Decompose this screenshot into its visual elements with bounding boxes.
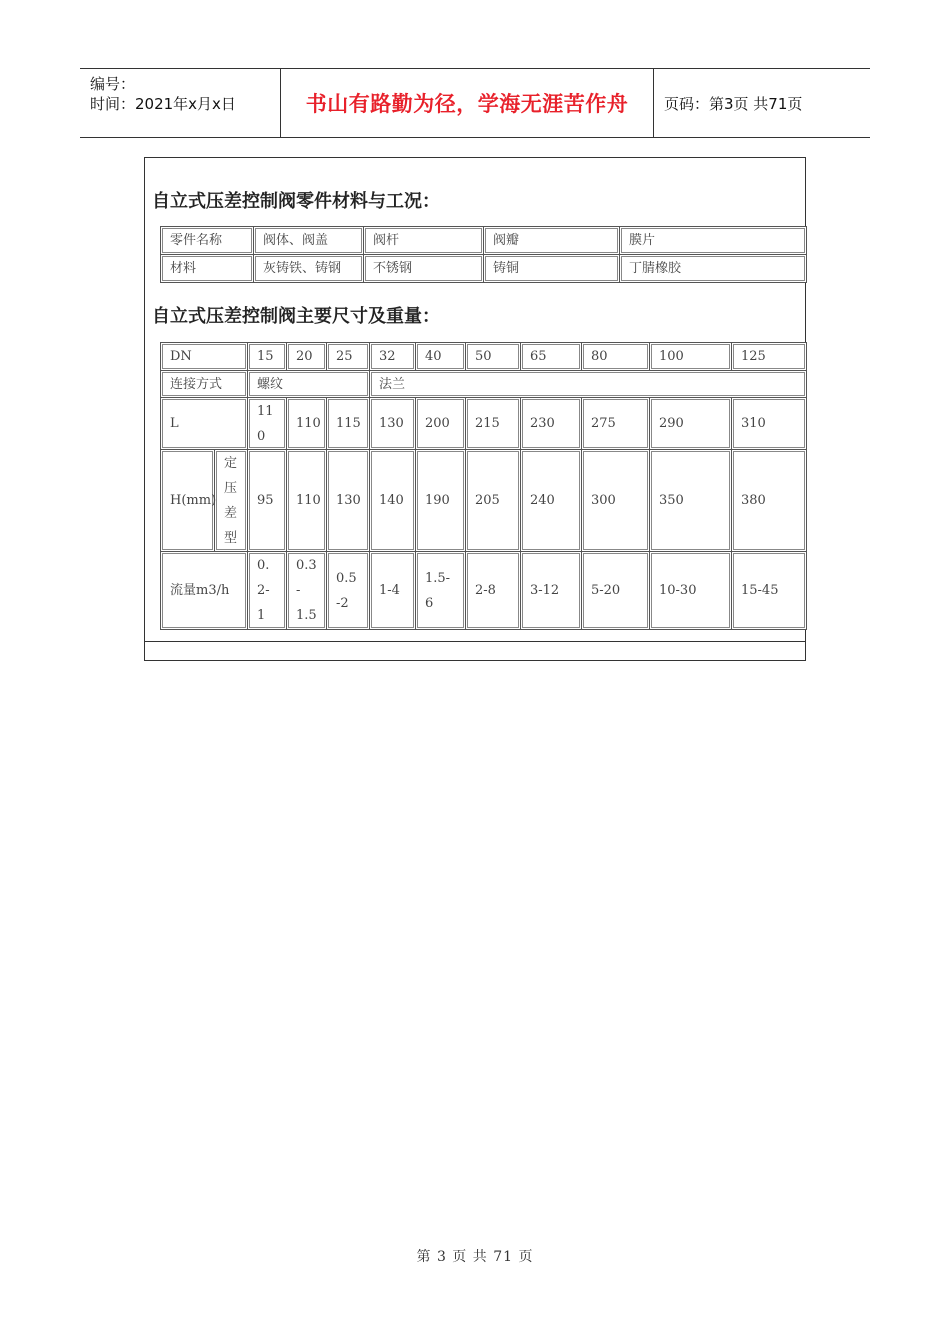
flow-value	[327, 552, 370, 630]
flow-value: 15-45	[732, 552, 807, 630]
flow-value	[248, 552, 287, 630]
document-number-label: 编号：	[90, 75, 136, 93]
header-motto-cell	[281, 69, 654, 137]
flow-value-line: -	[296, 583, 301, 598]
table-row	[161, 371, 807, 398]
header-meta	[80, 69, 281, 137]
h-value: 240	[521, 450, 582, 552]
h-label: H(mm)	[161, 450, 215, 552]
l-value: 275	[582, 398, 650, 450]
l-value: 200	[416, 398, 466, 450]
flow-value: 2-8	[466, 552, 521, 630]
h-value: 140	[370, 450, 416, 552]
h-value: 110	[287, 450, 327, 552]
table-cell: 材料	[161, 255, 254, 283]
l-value-line: 11	[257, 403, 274, 419]
l-value	[248, 398, 287, 450]
dn-value: 80	[582, 343, 650, 371]
dn-value: 40	[416, 343, 466, 371]
flow-value-line: 0.3	[296, 558, 317, 573]
table-cell: 丁腈橡胶	[620, 255, 807, 283]
table-cell: 阀杆	[364, 227, 484, 255]
flow-value: 5-20	[582, 552, 650, 630]
header-motto: 书山有路勤为径，学海无涯苦作舟	[305, 92, 629, 116]
flow-value: 10-30	[650, 552, 732, 630]
header-page-info: 页码：第3页 共71页	[664, 94, 803, 113]
l-value: 130	[370, 398, 416, 450]
l-value: 310	[732, 398, 807, 450]
dn-value: 100	[650, 343, 732, 371]
dn-value: 25	[327, 343, 370, 371]
table-row	[161, 552, 807, 630]
l-value: 110	[287, 398, 327, 450]
l-value: 215	[466, 398, 521, 450]
l-value: 115	[327, 398, 370, 450]
content-frame	[144, 157, 806, 661]
connection-flange: 法兰	[370, 371, 807, 398]
flow-value-line: 1	[257, 608, 266, 623]
flow-value-line: 6	[425, 595, 434, 611]
dn-label: DN	[161, 343, 248, 371]
dn-value: 20	[287, 343, 327, 371]
table-cell: 阀体、阀盖	[254, 227, 364, 255]
table-cell: 不锈钢	[364, 255, 484, 283]
connection-thread: 螺纹	[248, 371, 370, 398]
flow-value	[416, 552, 466, 630]
dimensions-table	[160, 342, 807, 630]
table-row	[161, 343, 807, 371]
flow-value: 3-12	[521, 552, 582, 630]
l-value: 290	[650, 398, 732, 450]
dn-value: 15	[248, 343, 287, 371]
dn-value: 125	[732, 343, 807, 371]
materials-table	[160, 226, 807, 283]
table-cell: 零件名称	[161, 227, 254, 255]
connection-label: 连接方式	[161, 371, 248, 398]
h-value: 205	[466, 450, 521, 552]
h-type: 定压差型	[224, 455, 238, 546]
page-header	[80, 68, 870, 138]
document-date: 时间：2021年x月x日	[90, 95, 236, 113]
flow-value: 1-4	[370, 552, 416, 630]
table-cell: 阀瓣	[484, 227, 620, 255]
dn-value: 65	[521, 343, 582, 371]
table-row	[161, 227, 807, 255]
dn-value: 50	[466, 343, 521, 371]
materials-heading: 自立式压差控制阀零件材料与工况：	[152, 191, 440, 212]
flow-value-line: 0.5	[336, 570, 357, 586]
flow-value-line: 1.5-	[425, 570, 451, 586]
table-cell: 灰铸铁、铸钢	[254, 255, 364, 283]
h-value: 130	[327, 450, 370, 552]
table-cell: 膜片	[620, 227, 807, 255]
flow-value-line: -2	[336, 595, 349, 611]
table-cell: 铸铜	[484, 255, 620, 283]
h-value: 300	[582, 450, 650, 552]
h-value: 95	[248, 450, 287, 552]
l-label: L	[161, 398, 248, 450]
flow-value-line: 2-	[257, 583, 270, 598]
dn-value: 32	[370, 343, 416, 371]
flow-value-line: 0.	[257, 558, 270, 573]
table-row	[161, 450, 807, 552]
table-row	[161, 398, 807, 450]
h-type-cell	[215, 450, 248, 552]
h-value: 350	[650, 450, 732, 552]
dimensions-heading: 自立式压差控制阀主要尺寸及重量：	[152, 306, 440, 327]
flow-value-line: 1.5	[296, 608, 317, 623]
flow-value	[287, 552, 327, 630]
page-footer: 第 3 页 共 71 页	[416, 1249, 534, 1265]
table-row	[161, 255, 807, 283]
l-value: 230	[521, 398, 582, 450]
flow-label: 流量m3/h	[161, 552, 248, 630]
frame-divider	[145, 641, 805, 642]
l-value-line: 0	[257, 428, 266, 444]
h-value: 190	[416, 450, 466, 552]
h-value: 380	[732, 450, 807, 552]
